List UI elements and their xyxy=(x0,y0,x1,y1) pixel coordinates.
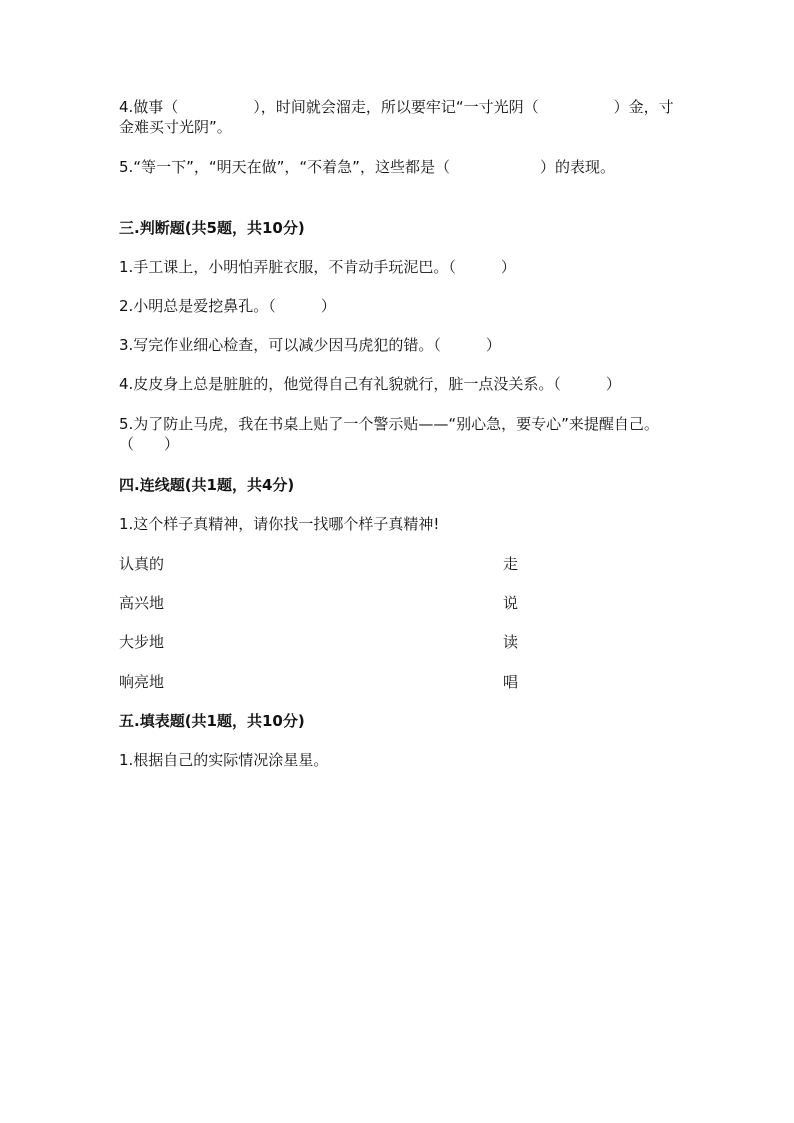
matching-right-2: 说 xyxy=(503,594,519,612)
matching-right-3: 读 xyxy=(503,633,519,651)
matching-question: 1.这个样子真精神，请你找一找哪个样子真精神! xyxy=(119,515,440,533)
matching-left-2: 高兴地 xyxy=(119,594,165,612)
table-question: 1.根据自己的实际情况涂星星。 xyxy=(119,751,329,769)
question-fill-5: 5.“等一下”，“明天在做”，“不着急”，这些都是（ ）的表现。 xyxy=(119,158,615,176)
matching-left-3: 大步地 xyxy=(119,633,165,651)
judgement-item-5: 5.为了防止马虎，我在书桌上贴了一个警示贴——“别心急，要专心”来提醒自己。（ ） xyxy=(119,415,659,453)
judgement-item-2: 2.小明总是爱挖鼻孔。（ ） xyxy=(119,297,336,315)
question-fill-4: 4.做事（ ），时间就会溜走，所以要牢记“一寸光阴（ ）金，寸金难买寸光阴”。 xyxy=(119,98,674,136)
judgement-item-4: 4.皮皮身上总是脏脏的，他觉得自己有礼貌就行，脏一点没关系。（ ） xyxy=(119,375,621,393)
matching-left-4: 响亮地 xyxy=(119,673,165,691)
judgement-item-1: 1.手工课上，小明怕弄脏衣服，不肯动手玩泥巴。（ ） xyxy=(119,258,516,276)
judgement-item-3: 3.写完作业细心检查，可以减少因马虎犯的错。（ ） xyxy=(119,336,501,354)
matching-right-1: 走 xyxy=(503,555,519,573)
section-heading-judgement: 三.判断题(共5题，共10分) xyxy=(119,219,305,237)
section-heading-table: 五.填表题(共1题，共10分) xyxy=(119,712,305,730)
matching-right-4: 唱 xyxy=(503,673,519,691)
matching-left-1: 认真的 xyxy=(119,555,165,573)
section-heading-matching: 四.连线题(共1题，共4分) xyxy=(119,476,295,494)
